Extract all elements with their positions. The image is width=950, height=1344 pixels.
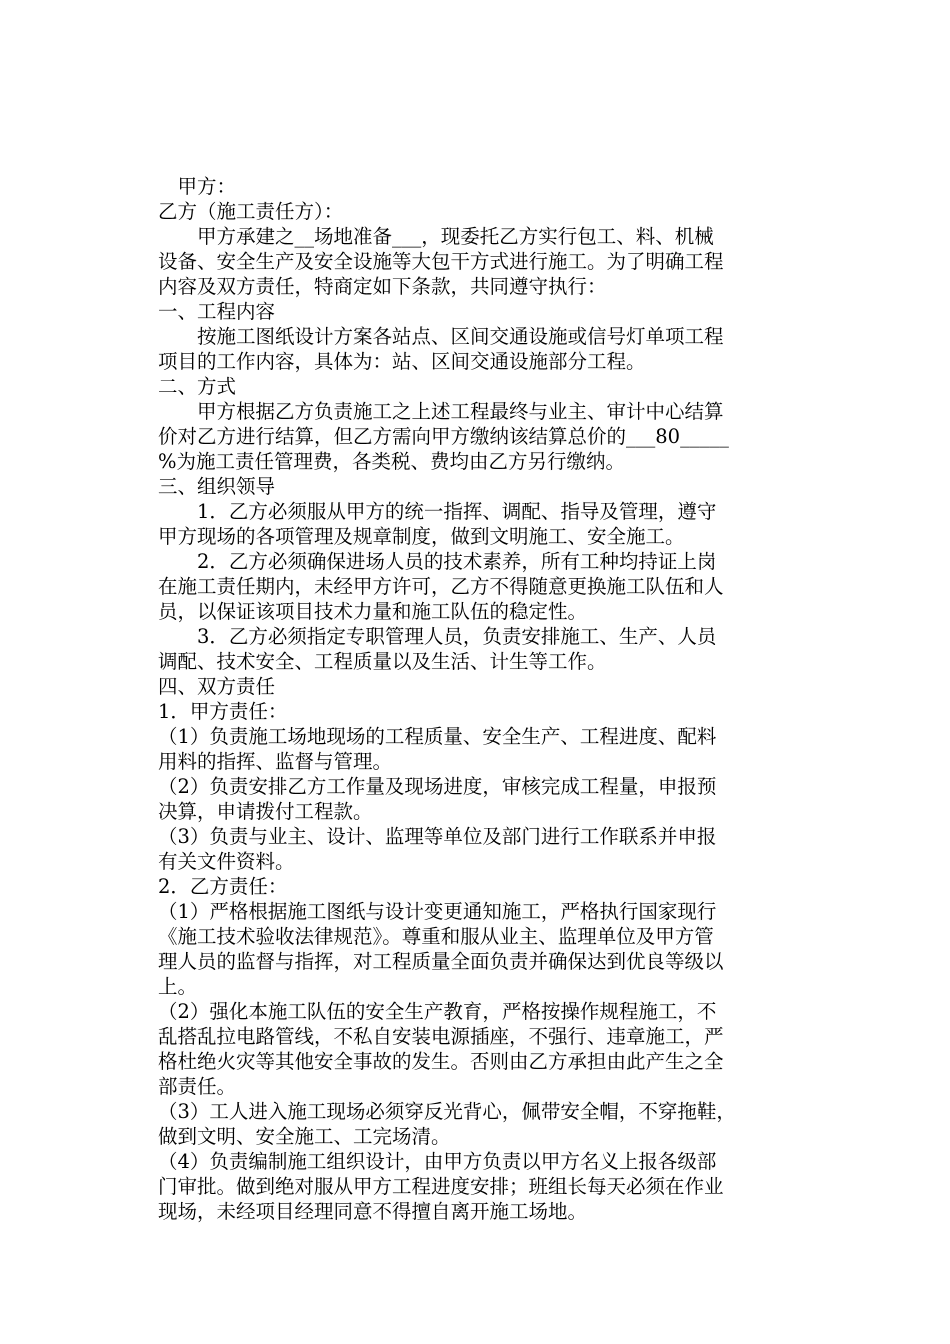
paragraph-line: 做到文明、安全施工、工完场清。 bbox=[158, 1125, 451, 1148]
paragraph-line: （2）负责安排乙方工作量及现场进度，审核完成工程量，申报预 bbox=[158, 775, 717, 798]
paragraph-line: （3）负责与业主、设计、监理等单位及部门进行工作联系并申报 bbox=[158, 825, 717, 848]
paragraph-line: 格杜绝火灾等其他安全事故的发生。否则由乙方承担由此产生之全 bbox=[158, 1050, 724, 1073]
paragraph-line: （2）强化本施工队伍的安全生产教育，严格按操作规程施工，不 bbox=[158, 1000, 717, 1023]
paragraph-line: 《施工技术验收法律规范》。尊重和服从业主、监理单位及甲方管 bbox=[158, 925, 714, 948]
paragraph-line: 内容及双方责任，特商定如下条款，共同遵守执行： bbox=[158, 275, 607, 298]
paragraph-line: 现场，未经项目经理同意不得擅自离开施工场地。 bbox=[158, 1200, 588, 1223]
section-heading: 四、双方责任 bbox=[158, 675, 276, 698]
paragraph-line: 按施工图纸设计方案各站点、区间交通设施或信号灯单项工程 bbox=[158, 325, 724, 348]
paragraph-line: 甲方根据乙方负责施工之上述工程最终与业主、审计中心结算 bbox=[158, 400, 724, 423]
paragraph-line: 在施工责任期内，未经甲方许可，乙方不得随意更换施工队伍和人 bbox=[158, 575, 724, 598]
paragraph-line: 甲方承建之__场地准备___，现委托乙方实行包工、料、机械 bbox=[158, 225, 714, 248]
paragraph-line: 甲方现场的各项管理及规章制度，做到文明施工、安全施工。 bbox=[158, 525, 685, 548]
subsection-heading: 1．甲方责任： bbox=[158, 700, 288, 723]
paragraph-line: 项目的工作内容，具体为：站、区间交通设施部分工程。 bbox=[158, 350, 646, 373]
paragraph-line: %为施工责任管理费，各类税、费均由乙方另行缴纳。 bbox=[158, 450, 626, 473]
subsection-heading: 2．乙方责任： bbox=[158, 875, 288, 898]
paragraph-line: 价对乙方进行结算，但乙方需向甲方缴纳该结算总价的___80_____ bbox=[158, 425, 729, 448]
paragraph-line: 3．乙方必须指定专职管理人员，负责安排施工、生产、人员 bbox=[158, 625, 717, 648]
party-a-line: 甲方： bbox=[158, 175, 237, 198]
paragraph-line: （4）负责编制施工组织设计，由甲方负责以甲方名义上报各级部 bbox=[158, 1150, 717, 1173]
paragraph-line: 1．乙方必须服从甲方的统一指挥、调配、指导及管理，遵守 bbox=[158, 500, 717, 523]
paragraph-line: 乱搭乱拉电路管线，不私自安装电源插座，不强行、违章施工，严 bbox=[158, 1025, 724, 1048]
paragraph-line: 调配、技术安全、工程质量以及生活、计生等工作。 bbox=[158, 650, 607, 673]
paragraph-line: 用料的指挥、监督与管理。 bbox=[158, 750, 393, 773]
paragraph-line: 决算，申请拨付工程款。 bbox=[158, 800, 373, 823]
paragraph-line: 上。 bbox=[158, 975, 198, 998]
paragraph-line: 员，以保证该项目技术力量和施工队伍的稳定性。 bbox=[158, 600, 588, 623]
party-b-line: 乙方（施工责任方）： bbox=[158, 200, 344, 223]
paragraph-line: 门审批。做到绝对服从甲方工程进度安排；班组长每天必须在作业 bbox=[158, 1175, 724, 1198]
paragraph-line: （1）负责施工场地现场的工程质量、安全生产、工程进度、配料 bbox=[158, 725, 717, 748]
paragraph-line: （3）工人进入施工现场必须穿反光背心，佩带安全帽，不穿拖鞋， bbox=[158, 1100, 736, 1123]
paragraph-line: 部责任。 bbox=[158, 1075, 237, 1098]
paragraph-line: 2．乙方必须确保进场人员的技术素养，所有工种均持证上岗 bbox=[158, 550, 717, 573]
section-heading: 一、工程内容 bbox=[158, 300, 276, 323]
paragraph-line: 理人员的监督与指挥，对工程质量全面负责并确保达到优良等级以 bbox=[158, 950, 724, 973]
section-heading: 二、方式 bbox=[158, 375, 237, 398]
paragraph-line: 设备、安全生产及安全设施等大包干方式进行施工。为了明确工程 bbox=[158, 250, 724, 273]
section-heading: 三、组织领导 bbox=[158, 475, 276, 498]
paragraph-line: （1）严格根据施工图纸与设计变更通知施工，严格执行国家现行 bbox=[158, 900, 717, 923]
paragraph-line: 有关文件资料。 bbox=[158, 850, 295, 873]
